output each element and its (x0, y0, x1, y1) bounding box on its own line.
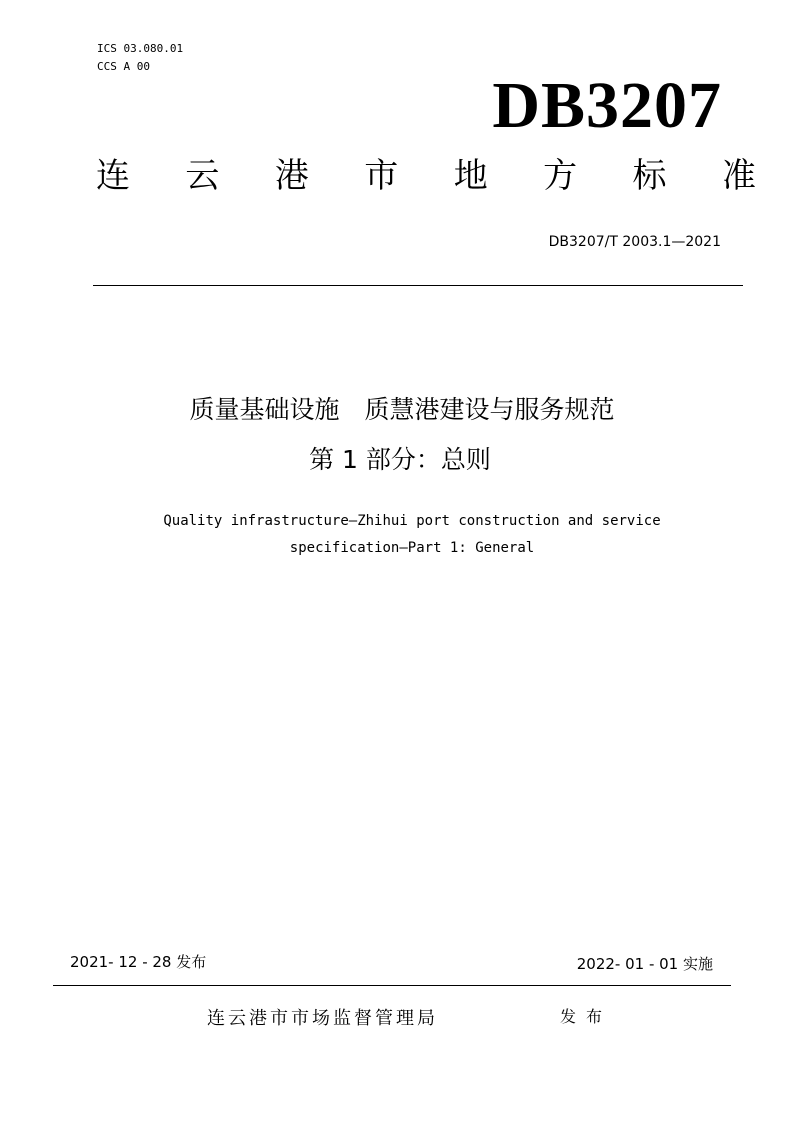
implementation-date: 2022- 01 - 01 实施 (576, 955, 713, 973)
issuing-authority: 连云港市市场监督管理局 (207, 1008, 438, 1029)
issue-label: 发布 (560, 1007, 613, 1026)
standard-number: DB3207/T 2003.1—2021 (548, 234, 721, 250)
footer-divider (53, 985, 731, 986)
issue-date: 2021- 12 - 28 发布 (70, 953, 207, 971)
ics-code: ICS 03.080.01 (97, 42, 184, 55)
standard-type-char: 市 (364, 156, 399, 196)
standard-type-char: 连 (96, 156, 130, 196)
standard-type-char: 地 (453, 156, 488, 196)
chinese-title-line-1: 质量基础设施 质慧港建设与服务规范 (189, 395, 615, 424)
english-title-line-1: Quality infrastructure—Zhihui port construction and service (163, 513, 661, 529)
standard-type-char: 标 (632, 156, 667, 196)
standard-type-char: 港 (274, 156, 309, 196)
standard-type-char: 云 (185, 156, 220, 196)
standard-type-title (96, 150, 756, 202)
db-standard-code: DB3207 (492, 69, 722, 142)
standard-type-char: 准 (721, 156, 756, 196)
english-title-line-2: specification—Part 1: General (289, 540, 535, 556)
standard-type-char: 方 (543, 156, 578, 196)
header-divider (93, 285, 743, 286)
chinese-title-line-2: 第 1 部分：总则 (309, 445, 491, 474)
ccs-code: CCS A 00 (97, 60, 150, 73)
